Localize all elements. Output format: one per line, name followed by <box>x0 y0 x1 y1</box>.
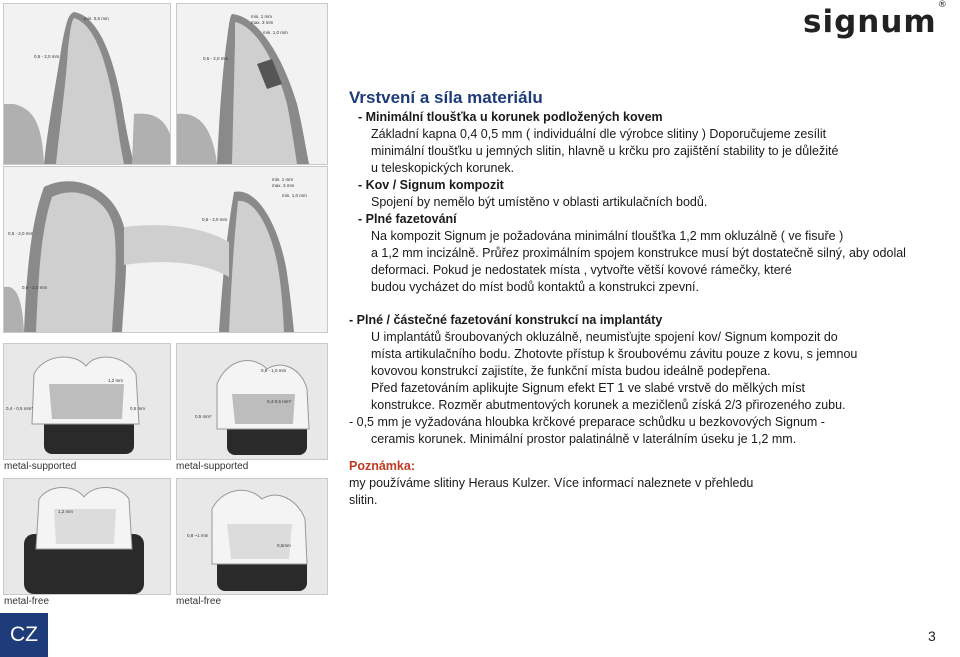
subheading: - Plné / částečné fazetování konstrukcí na implantáty <box>349 313 663 327</box>
text-line: místa artikulačního bodu. Zhotovte přístup k šroubovému závitu pouze z kovu, s jemnou <box>371 347 858 361</box>
section-title: Vrstvení a síla materiálu <box>349 88 543 107</box>
dimension-label: 0,5mm <box>277 543 291 548</box>
text-line: kovovou konstrukcí zajistíte, že funkční místa budou ideálně podepřena. <box>371 364 771 378</box>
text-line: minimální tloušťku u jemných slitin, hlavně u krčku pro zajištění stability to je důležité <box>371 144 839 158</box>
dimension-label: 0,5 - 2,0 mm <box>203 56 229 61</box>
figure-incisor-section-1 <box>3 3 171 165</box>
text-line: Základní kapna 0,4 0,5 mm ( individuální dle výrobce slitiny ) Doporučujeme zesílit <box>371 127 827 141</box>
tooth-section-drawing <box>4 4 170 164</box>
figure-caption: metal-free <box>176 596 222 607</box>
note-line: slitin. <box>349 493 378 507</box>
subheading: - Kov / Signum kompozit <box>358 178 504 192</box>
figure-bridge-section <box>3 166 328 333</box>
dimension-label: 0,5 - 2,0 mm <box>34 54 60 59</box>
dimension-label: 0,8 - 1,0 mm <box>261 368 287 373</box>
text-line: ceramis korunek. Minimální prostor palatinálně v laterálním úseku je 1,2 mm. <box>371 432 797 446</box>
figure-premolar-metal-supported <box>176 343 328 460</box>
text-line: Spojení by nemělo být umístěno v oblasti artikulačních bodů. <box>371 195 708 209</box>
text-line: deformaci. Pokud je nedostatek místa , vytvořte větší kovové rámečky, které <box>371 263 792 277</box>
text-line: konstrukce. Rozměr abutmentových korunek a mezičlenů získá 2/3 přirozeného zubu. <box>371 398 846 412</box>
molar-crown-drawing <box>4 479 170 594</box>
premolar-crown-drawing <box>177 344 327 459</box>
dimension-label: 0,4 - 0,5 mm* <box>6 406 34 411</box>
dimension-label: 1,2 mm <box>58 509 74 514</box>
subheading: - Minimální tloušťka u korunek podložených kovem <box>358 110 663 124</box>
dimension-label: 0,4-0,5 mm* <box>267 399 292 404</box>
dimension-label: 0,5 mm <box>130 406 146 411</box>
dimension-label: min. 0,5 mm <box>84 16 109 21</box>
dimension-label: 0,5 - 2,0 mm <box>8 231 34 236</box>
dimension-label: 0,5 - 2,0 mm <box>202 217 228 222</box>
text-line: a 1,2 mm incizálně. Průřez proximálním spojem konstrukce musí být dostatečně silný, aby odolal <box>371 246 906 260</box>
text-line: budou vycházet do míst bodů kontaktů a konstrukci zpevní. <box>371 280 699 294</box>
figure-caption: metal-supported <box>4 461 77 472</box>
tooth-section-drawing <box>177 4 327 164</box>
page-number: 3 <box>928 628 936 644</box>
dimension-label: 0,5 mm* <box>195 414 212 419</box>
text-line: u teleskopických korunek. <box>371 161 515 175</box>
main-text <box>349 88 960 509</box>
text-line: U implantátů šroubovaných okluzálně, neumisťujte spojení kov/ Signum kompozit do <box>371 330 838 344</box>
figure-caption: metal-free <box>4 596 50 607</box>
dimension-label: min. 1,0 mm <box>263 30 288 35</box>
signum-logo: signum® <box>803 0 948 40</box>
figure-molar-metal-supported <box>3 343 171 460</box>
dimension-label: 0,8 ~1 mm <box>187 533 209 538</box>
dimension-label: min. 1 mm <box>272 177 294 182</box>
note-line: my používáme slitiny Heraus Kulzer. Více informací naleznete v přehledu <box>349 476 754 490</box>
molar-crown-drawing <box>4 344 170 459</box>
dimension-label: 0,5 - 2,0 mm <box>22 285 48 290</box>
subheading: - Plné fazetování <box>358 212 457 226</box>
text-line: Na kompozit Signum je požadována minimální tloušťka 1,2 mm okluzálně ( ve fisuře ) <box>371 229 844 243</box>
figure-incisor-section-2 <box>176 3 328 165</box>
dimension-label: max. 3 mm <box>251 20 274 25</box>
dimension-label: 1,2 mm <box>108 378 124 383</box>
text-line: Před fazetováním aplikujte Signum efekt ET 1 ve slabé vrstvě do mělkých míst <box>371 381 805 395</box>
figure-premolar-metal-free <box>176 478 328 595</box>
dimension-label: min. 1,0 mm <box>282 193 307 198</box>
figure-molar-metal-free <box>3 478 171 595</box>
figure-caption: metal-supported <box>176 461 249 472</box>
bridge-section-drawing <box>4 167 327 332</box>
dimension-label: max. 3 mm <box>272 183 295 188</box>
note-heading: Poznámka: <box>349 459 415 473</box>
dimension-label: min. 1 mm <box>251 14 273 19</box>
text-line: - 0,5 mm je vyžadována hloubka krčkové preparace schůdku u bezkovových Signum - <box>349 415 825 429</box>
language-badge: CZ <box>0 613 48 657</box>
